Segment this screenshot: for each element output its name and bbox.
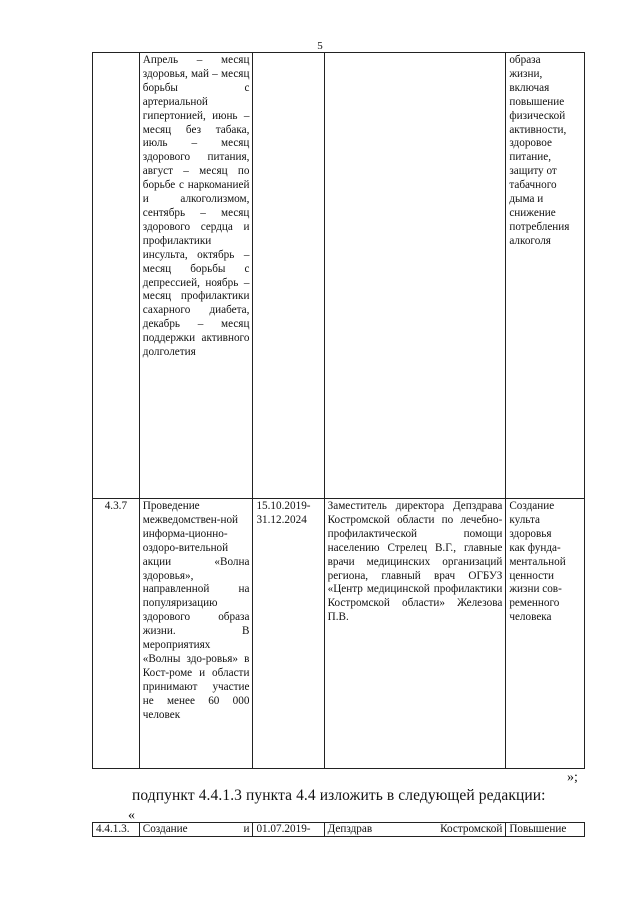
page-number: 5: [317, 40, 323, 52]
cell-event: Проведение межведомствен-ной информа-ционно-оздоро-вительной акции «Волна здоровья», направленной на популяризацию здорового образа жизни. В мероприятиях «Волны здо-ровья» в Кост-роме и области принимают участие не менее 60 000 человек: [139, 499, 253, 769]
cell-responsible: [324, 823, 506, 837]
cell-responsible-part: Депздрав: [327, 823, 373, 835]
table-row: [93, 823, 585, 837]
closing-quote: »;: [567, 770, 578, 785]
cell-event: [139, 823, 253, 837]
cell-result: Создание культа здоровья как фунда- ментальной ценности жизни сов- ременного человека: [506, 499, 585, 769]
cell-responsible-part: Костромской: [440, 823, 503, 835]
cell-dates: [253, 53, 324, 499]
instruction-text: подпункт 4.4.1.3 пункта 4.4 изложить в следующей редакции:: [132, 787, 546, 804]
cell-result: Повышение: [506, 823, 585, 837]
cell-responsible: [324, 53, 506, 499]
cell-event: Апрель – месяц здоровья, май – месяц борьбы с артериальной гипертонией, июнь – месяц без табака, июль – месяц здорового питания, август – месяц по борьбе с наркоманией и алкоголизмом, сентябрь – месяц здорового сердца и профилактики инсульта, октябрь – месяц борьбы с депрессией, ноябрь – месяц профилактики сахарного диабета, декабрь – месяц поддержки активного долголетия: [139, 53, 253, 499]
table-row: [93, 53, 585, 499]
cell-dates: 15.10.2019- 31.12.2024: [253, 499, 324, 769]
cell-number: 4.4.1.3.: [93, 823, 140, 837]
cell-event-part: и: [243, 823, 250, 835]
table-row: [93, 499, 585, 769]
opening-quote: «: [128, 808, 135, 823]
cell-dates: 01.07.2019-: [253, 823, 324, 837]
cell-number: [93, 53, 140, 499]
next-table: [92, 822, 585, 837]
cell-result: образа жизни, включая повышение физической активности, здоровое питание, защиту от табачного дыма и снижение потребления алкоголя: [506, 53, 585, 499]
plan-table: [92, 52, 585, 769]
cell-responsible: Заместитель директора Депздрава Костромской области по лечебно-профилактической помощи населению Стрелец В.Г., главные врачи медицинских организаций региона, главный врач ОГБУЗ «Центр медицинской профилактики Костромской области» Железова П.В.: [324, 499, 506, 769]
cell-event-part: Создание: [142, 823, 188, 835]
cell-number: 4.3.7: [93, 499, 140, 769]
